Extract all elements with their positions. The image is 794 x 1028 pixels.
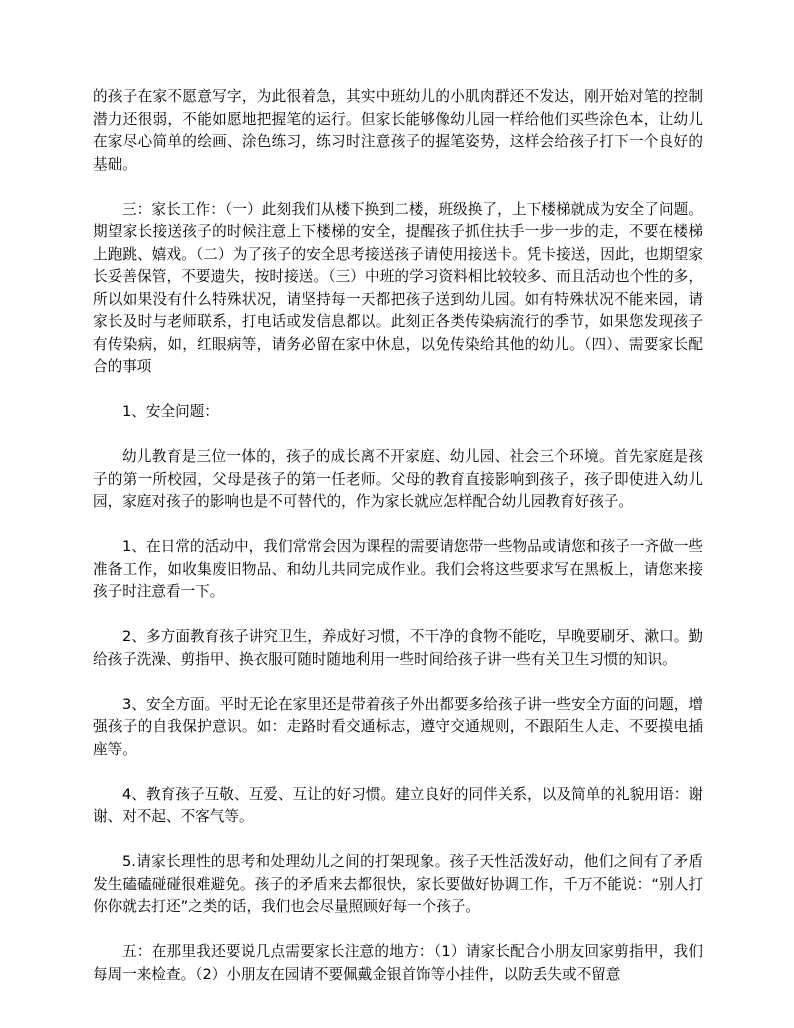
paragraph-item-5-conflicts: 5.请家长理性的思考和处理幼儿之间的打架现象。孩子天性活泼好动，他们之间有了矛盾发生磕磕碰碰很难避免。孩子的矛盾来去都很快，家长要做好协调工作，千万不能说：“别人打你你就去打还”之类的话，我们也会尽量照顾好每一个孩子。 <box>93 853 703 915</box>
paragraph-continued-writing-advice: 的孩子在家不愿意写字，为此很着急，其实中班幼儿的小肌肉群还不发达，刚开始对笔的控制潜力还很弱，不能如愿地把握笔的运行。但家长能够像幼儿园一样给他们买些涂色本，让幼儿在家尽心简单的绘画、涂色练习，练习时注意孩子的握笔姿势，这样会给孩子打下一个良好的基础。 <box>93 88 703 173</box>
paragraph-three-in-one-education: 幼儿教育是三位一体的，孩子的成长离不开家庭、幼儿园、社会三个环境。首先家庭是孩子的第一所校园，父母是孩子的第一任老师。父母的教育直接影响到孩子，孩子即使进入幼儿园，家庭对孩子的影响也是不可替代的，作为家长就应怎样配合幼儿园教育好孩子。 <box>93 448 703 510</box>
document-body <box>93 86 703 1009</box>
paragraph-item-1-daily-activities: 1、在日常的活动中，我们常常会因为课程的需要请您带一些物品或请您和孩子一齐做一些准备工作，如收集废旧物品、和幼儿共同完成作业。我们会将这些要求写在黑板上，请您来接孩子时注意看一下。 <box>93 538 703 600</box>
paragraph-parent-work: 三：家长工作：（一）此刻我们从楼下换到二楼，班级换了，上下楼梯就成为安全了问题。期望家长接送孩子的时候注意上下楼梯的安全，提醒孩子抓住扶手一步一步的走，不要在楼梯上跑跳、嬉戏。（二）为了孩子的安全思考接送孩子请使用接送卡。凭卡接送，因此，也期望家长妥善保管，不要遗失，按时接送。（三）中班的学习资料相比较较多、而且活动也个性的多，所以如果没有什么特殊状况，请坚持每一天都把孩子送到幼儿园。如有特殊状况不能来园，请家长及时与老师联系，打电话或发信息都以。此刻正各类传染病流行的季节，如果您发现孩子有传染病，如，红眼病等，请务必留在家中休息，以免传染给其他的幼儿。（四）、需要家长配合的事项 <box>93 200 703 375</box>
paragraph-section-five-notes: 五：在那里我还要说几点需要家长注意的地方：（1）请家长配合小朋友回家剪指甲，我们每周一来检查。（2）小朋友在园请不要佩戴金银首饰等小挂件，以防丢失或不留意 <box>93 943 703 983</box>
paragraph-safety-heading: 1、安全问题： <box>122 403 219 420</box>
paragraph-item-3-safety: 3、安全方面。平时无论在家里还是带着孩子外出都要多给孩子讲一些安全方面的问题，增强孩子的自我保护意识。如：走路时看交通标志，遵守交通规则，不跟陌生人走、不要摸电插座等。 <box>93 695 703 758</box>
paragraph-item-4-manners: 4、教育孩子互敬、互爱、互让的好习惯。建立良好的同伴关系，以及简单的礼貌用语：谢谢、对不起、不客气等。 <box>93 785 703 825</box>
paragraph-item-2-hygiene: 2、多方面教育孩子讲究卫生，养成好习惯，不干净的食物不能吃，早晚要刷牙、漱口。勤给孩子洗澡、剪指甲、换衣服可随时随地利用一些时间给孩子讲一些有关卫生习惯的知识。 <box>93 628 703 668</box>
